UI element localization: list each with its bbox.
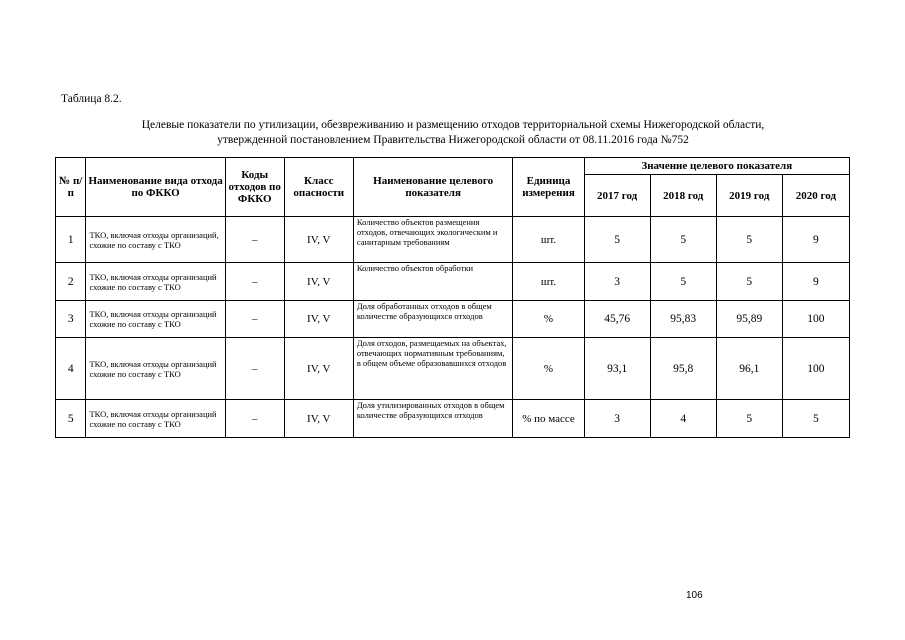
row-value-2020: 9	[782, 217, 849, 263]
row-indicator: Количество объектов размещения отходов, отвечающих экологическим и санитарным требованиям	[353, 217, 513, 263]
header-value-group: Значение целевого показателя	[584, 158, 849, 175]
header-unit: Единица измерения	[513, 158, 584, 217]
row-codes: –	[225, 217, 284, 263]
row-value-2020: 100	[782, 301, 849, 338]
row-value-2019: 95,89	[716, 301, 782, 338]
row-hazard-class: IV, V	[284, 301, 353, 338]
table-row	[56, 217, 850, 263]
row-value-2018: 95,83	[650, 301, 716, 338]
row-codes: –	[225, 338, 284, 400]
row-num: 2	[56, 263, 86, 301]
row-codes: –	[225, 263, 284, 301]
table-row	[56, 400, 850, 438]
row-hazard-class: IV, V	[284, 263, 353, 301]
row-unit: шт.	[513, 217, 584, 263]
row-num: 4	[56, 338, 86, 400]
target-indicators-table	[55, 157, 850, 438]
table-heading-line-2: утвержденной постановлением Правительства Нижегородской области от 08.11.2016 года №752	[217, 134, 689, 146]
table-row	[56, 263, 850, 301]
header-codes: Коды отходов по ФККО	[225, 158, 284, 217]
row-value-2019: 96,1	[716, 338, 782, 400]
row-value-2020: 9	[782, 263, 849, 301]
row-value-2020: 5	[782, 400, 849, 438]
row-unit: шт.	[513, 263, 584, 301]
table-row	[56, 338, 850, 400]
row-indicator: Доля отходов, размещаемых на объектах, отвечающих нормативным требованиям, в общем объеме образовавшихся отходов	[353, 338, 513, 400]
row-value-2017: 45,76	[584, 301, 650, 338]
row-num: 5	[56, 400, 86, 438]
header-waste-name: Наименование вида отхода по ФККО	[86, 158, 225, 217]
header-year: 2020 год	[782, 175, 849, 217]
row-waste-name: ТКО, включая отходы организаций схожие по составу с ТКО	[86, 400, 225, 438]
row-value-2017: 3	[584, 263, 650, 301]
page-number: 106	[686, 590, 703, 601]
header-year: 2019 год	[716, 175, 782, 217]
row-value-2017: 5	[584, 217, 650, 263]
header-hazard-class: Класс опасности	[284, 158, 353, 217]
row-value-2018: 5	[650, 263, 716, 301]
row-unit: %	[513, 338, 584, 400]
row-value-2019: 5	[716, 400, 782, 438]
row-codes: –	[225, 301, 284, 338]
row-waste-name: ТКО, включая отходы организаций схожие по составу с ТКО	[86, 301, 225, 338]
header-num: № п/п	[56, 158, 86, 217]
row-num: 3	[56, 301, 86, 338]
row-indicator: Доля обработанных отходов в общем количестве образующихся отходов	[353, 301, 513, 338]
row-value-2018: 4	[650, 400, 716, 438]
header-year: 2017 год	[584, 175, 650, 217]
row-indicator: Доля утилизированных отходов в общем количестве образующихся отходов	[353, 400, 513, 438]
row-hazard-class: IV, V	[284, 400, 353, 438]
row-num: 1	[56, 217, 86, 263]
row-value-2017: 3	[584, 400, 650, 438]
header-year: 2018 год	[650, 175, 716, 217]
row-waste-name: ТКО, включая отходы организаций схожие по составу с ТКО	[86, 338, 225, 400]
row-unit: %	[513, 301, 584, 338]
row-hazard-class: IV, V	[284, 217, 353, 263]
row-hazard-class: IV, V	[284, 338, 353, 400]
row-value-2017: 93,1	[584, 338, 650, 400]
table-heading-line-1: Целевые показатели по утилизации, обезвреживанию и размещению отходов территориальной схемы Нижегородской области,	[141, 119, 765, 131]
row-value-2019: 5	[716, 217, 782, 263]
row-unit: % по массе	[513, 400, 584, 438]
table-row	[56, 301, 850, 338]
row-value-2019: 5	[716, 263, 782, 301]
row-value-2018: 5	[650, 217, 716, 263]
row-waste-name: ТКО, включая отходы организаций схожие по составу с ТКО	[86, 263, 225, 301]
table-caption: Таблица 8.2.	[61, 93, 122, 105]
row-value-2018: 95,8	[650, 338, 716, 400]
header-indicator: Наименование целевого показателя	[353, 158, 513, 217]
row-indicator: Количество объектов обработки	[353, 263, 513, 301]
row-codes: –	[225, 400, 284, 438]
row-waste-name: ТКО, включая отходы организаций, схожие по составу с ТКО	[86, 217, 225, 263]
row-value-2020: 100	[782, 338, 849, 400]
